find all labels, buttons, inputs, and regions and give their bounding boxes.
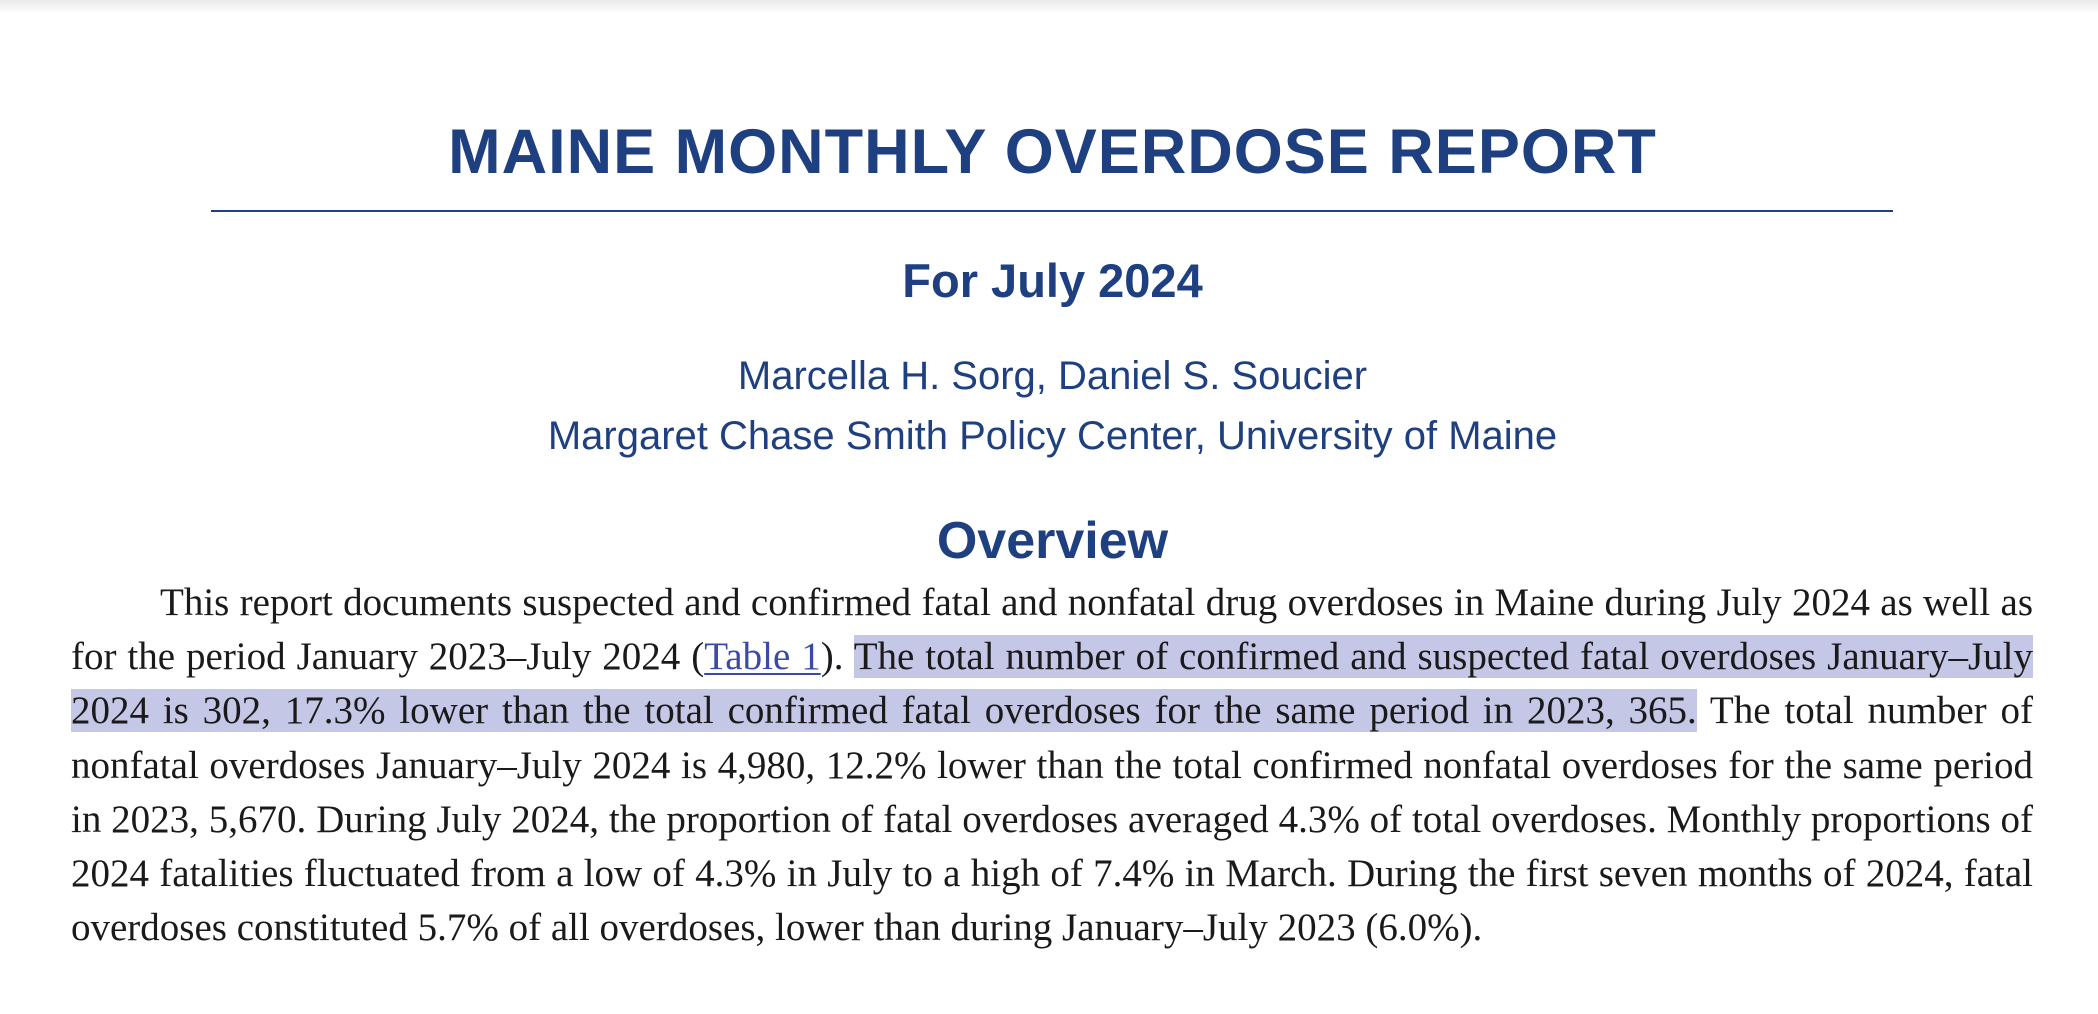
report-affiliation: Margaret Chase Smith Policy Center, University of Maine: [547, 414, 1558, 458]
report-subtitle: For July 2024: [902, 254, 1203, 307]
report-title: MAINE MONTHLY OVERDOSE REPORT: [448, 117, 1657, 187]
overview-text-rest[interactable]: The total number of nonfatal overdoses January–July 2024 is 4,980, 12.2% lower than the total confirmed nonfatal overdoses for the same period in 2023, 5,670. During July 2024, the proportion of fatal overdoses averaged 4.3% of total overdoses. Monthly proportions of 2024 fatalities fluctuated from a low of 4.3% in July to a high of 7.4% in March. During the first seven months of 2024, fatal overdoses constituted 5.7% of all overdoses, lower than during January–July 2023 (6.0%).: [71, 689, 2033, 950]
overview-text-link-close[interactable]: ).: [820, 635, 854, 679]
table-1-link[interactable]: Table 1: [704, 635, 821, 679]
selected-text-highlight[interactable]: The total number of confirmed and suspected fatal overdoses January–July 2024 is 302, 17.3% lower than the total confirmed fatal overdoses for the same period in 2023, 365.: [71, 635, 2033, 733]
title-divider: [211, 210, 1893, 212]
overview-paragraph[interactable]: [71, 576, 2033, 955]
report-authors: Marcella H. Sorg, Daniel S. Soucier: [737, 354, 1368, 398]
overview-text-intro[interactable]: This report documents suspected and confirmed fatal and nonfatal drug overdoses in Maine during July 2024 as well as for the period January 2023–July 2024 (: [71, 581, 2033, 679]
section-heading-overview: Overview: [936, 512, 1169, 570]
